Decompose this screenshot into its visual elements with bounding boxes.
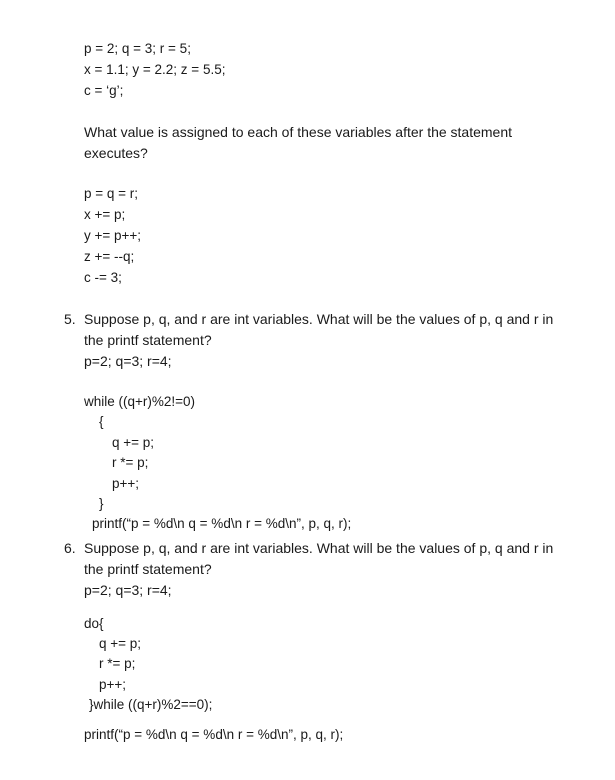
statement-4: z += --q; (84, 249, 135, 264)
q5-number: 5. (64, 311, 76, 327)
intro-question-line-2: executes? (84, 145, 148, 161)
q6-body-line-3: p++; (99, 677, 127, 692)
q5-body-line-3: p++; (112, 476, 140, 491)
q6-question-line-2: the printf statement? (84, 561, 212, 577)
q6-question-line-1: Suppose p, q, and r are int variables. What will be the values of p, q and r in (84, 540, 554, 556)
q5-question-line-2: the printf statement? (84, 332, 212, 348)
q5-body-line-1: q += p; (112, 435, 155, 450)
init-line-3: c = ‘g’; (84, 83, 124, 98)
q6-printf-line: printf(“p = %d\n q = %d\n r = %d\n”, p, q, r); (84, 727, 344, 742)
q5-body-line-2: r *= p; (112, 455, 149, 470)
q5-printf-line: printf(“p = %d\n q = %d\n r = %d\n”, p, q, r); (92, 516, 352, 531)
q5-while-line: while ((q+r)%2!=0) (84, 394, 196, 409)
q6-number: 6. (64, 540, 76, 556)
init-line-2: x = 1.1; y = 2.2; z = 5.5; (84, 62, 226, 77)
q6-do-line: do{ (84, 616, 104, 631)
init-line-1: p = 2; q = 3; r = 5; (84, 41, 191, 56)
q5-question-line-3: p=2; q=3; r=4; (84, 353, 172, 369)
statement-2: x += p; (84, 207, 126, 222)
q5-close-brace: } (99, 496, 104, 511)
intro-question-line-1: What value is assigned to each of these variables after the statement (84, 124, 513, 140)
q6-while-line: }while ((q+r)%2==0); (89, 697, 213, 712)
q6-body-line-1: q += p; (99, 636, 142, 651)
statement-1: p = q = r; (84, 186, 139, 201)
q6-question-line-3: p=2; q=3; r=4; (84, 582, 172, 598)
statement-3: y += p++; (84, 228, 142, 243)
statement-5: c -= 3; (84, 270, 122, 285)
q5-open-brace: { (99, 414, 104, 429)
q5-question-line-1: Suppose p, q, and r are int variables. What will be the values of p, q and r in (84, 311, 554, 327)
q6-body-line-2: r *= p; (99, 656, 136, 671)
